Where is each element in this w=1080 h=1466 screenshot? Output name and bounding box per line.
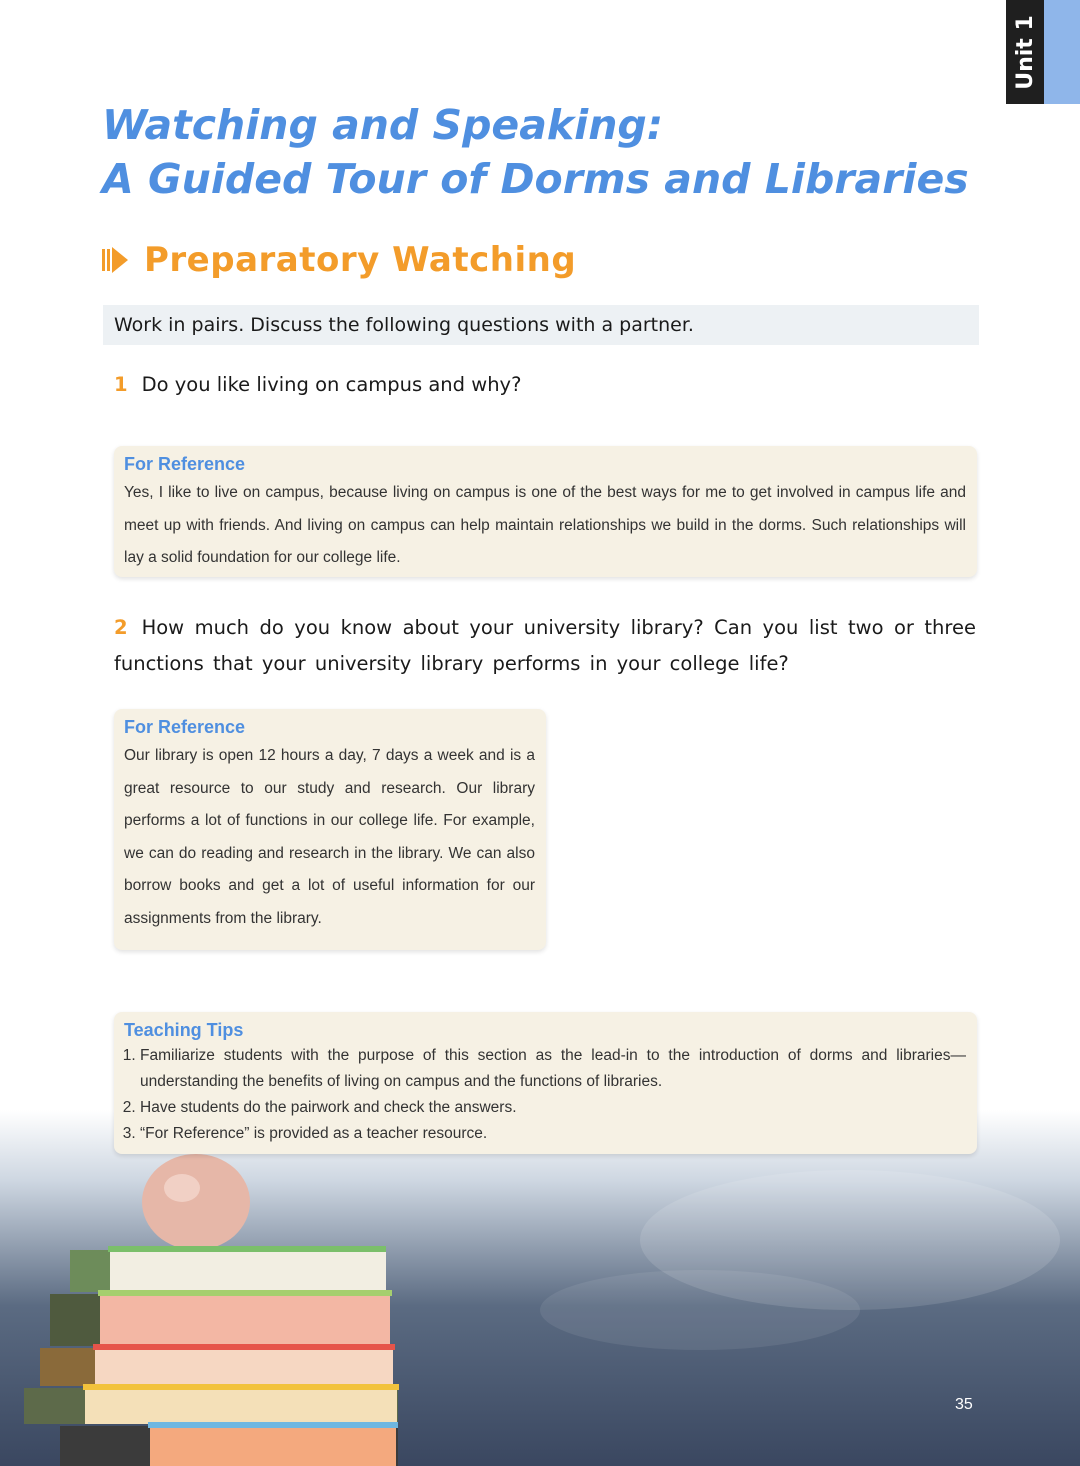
- reference-text: Our library is open 12 hours a day, 7 days a week and is a great resource to our study and research. Our library performs a lot of functions in our college life. For example, we can do reading and research in the library. We can also borrow books and get a lot of useful information for our assignments from the library.: [124, 747, 535, 927]
- list-item: 2. Have students do the pairwork and check the answers.: [140, 1095, 966, 1121]
- page-number: 35: [955, 1396, 973, 1413]
- reference-text: Yes, I like to live on campus, because living on campus is one of the best ways for me to get involved in campus life and meet up with friends. And living on campus can help maintain relationships we build in the dorms. Such relationships will lay a solid foundation for our college life.: [124, 484, 966, 567]
- question-2: [114, 610, 976, 682]
- question-number: 2: [114, 616, 128, 639]
- section-title: Preparatory Watching: [144, 240, 577, 280]
- unit-tab: [1006, 0, 1044, 104]
- instruction-bar: [103, 305, 979, 345]
- page-title: [102, 98, 1022, 206]
- instruction-text: Work in pairs. Discuss the following questions with a partner.: [114, 314, 694, 336]
- unit-accent-bar: [1044, 0, 1080, 104]
- question-1: [114, 367, 521, 403]
- section-heading: [102, 240, 576, 280]
- reference-box-2: [114, 709, 546, 950]
- play-arrow-icon: [102, 245, 128, 275]
- list-item: 3. “For Reference” is provided as a teacher resource.: [140, 1121, 966, 1147]
- unit-tab-label: Unit 1: [1012, 14, 1038, 90]
- teaching-tips-box: [114, 1012, 977, 1154]
- reference-box-1: [114, 446, 977, 577]
- list-item: 1. Familiarize students with the purpose of this section as the lead-in to the introduction of dorms and libraries—understanding the benefits of living on campus and the functions of libraries.: [140, 1043, 966, 1095]
- reference-heading: For Reference: [124, 717, 246, 737]
- teaching-tips-heading: Teaching Tips: [124, 1020, 244, 1040]
- books-apple-illustration: [0, 1110, 1080, 1466]
- teaching-tips-list: [124, 1043, 966, 1147]
- reference-heading: For Reference: [124, 454, 246, 474]
- question-text: How much do you know about your university library? Can you list two or three functions that your university library performs in your college life?: [114, 616, 976, 675]
- question-number: 1: [114, 373, 128, 396]
- question-text: Do you like living on campus and why?: [141, 373, 522, 396]
- title-line-1: Watching and Speaking:: [102, 101, 664, 149]
- title-line-2: A Guided Tour of Dorms and Libraries: [102, 155, 969, 203]
